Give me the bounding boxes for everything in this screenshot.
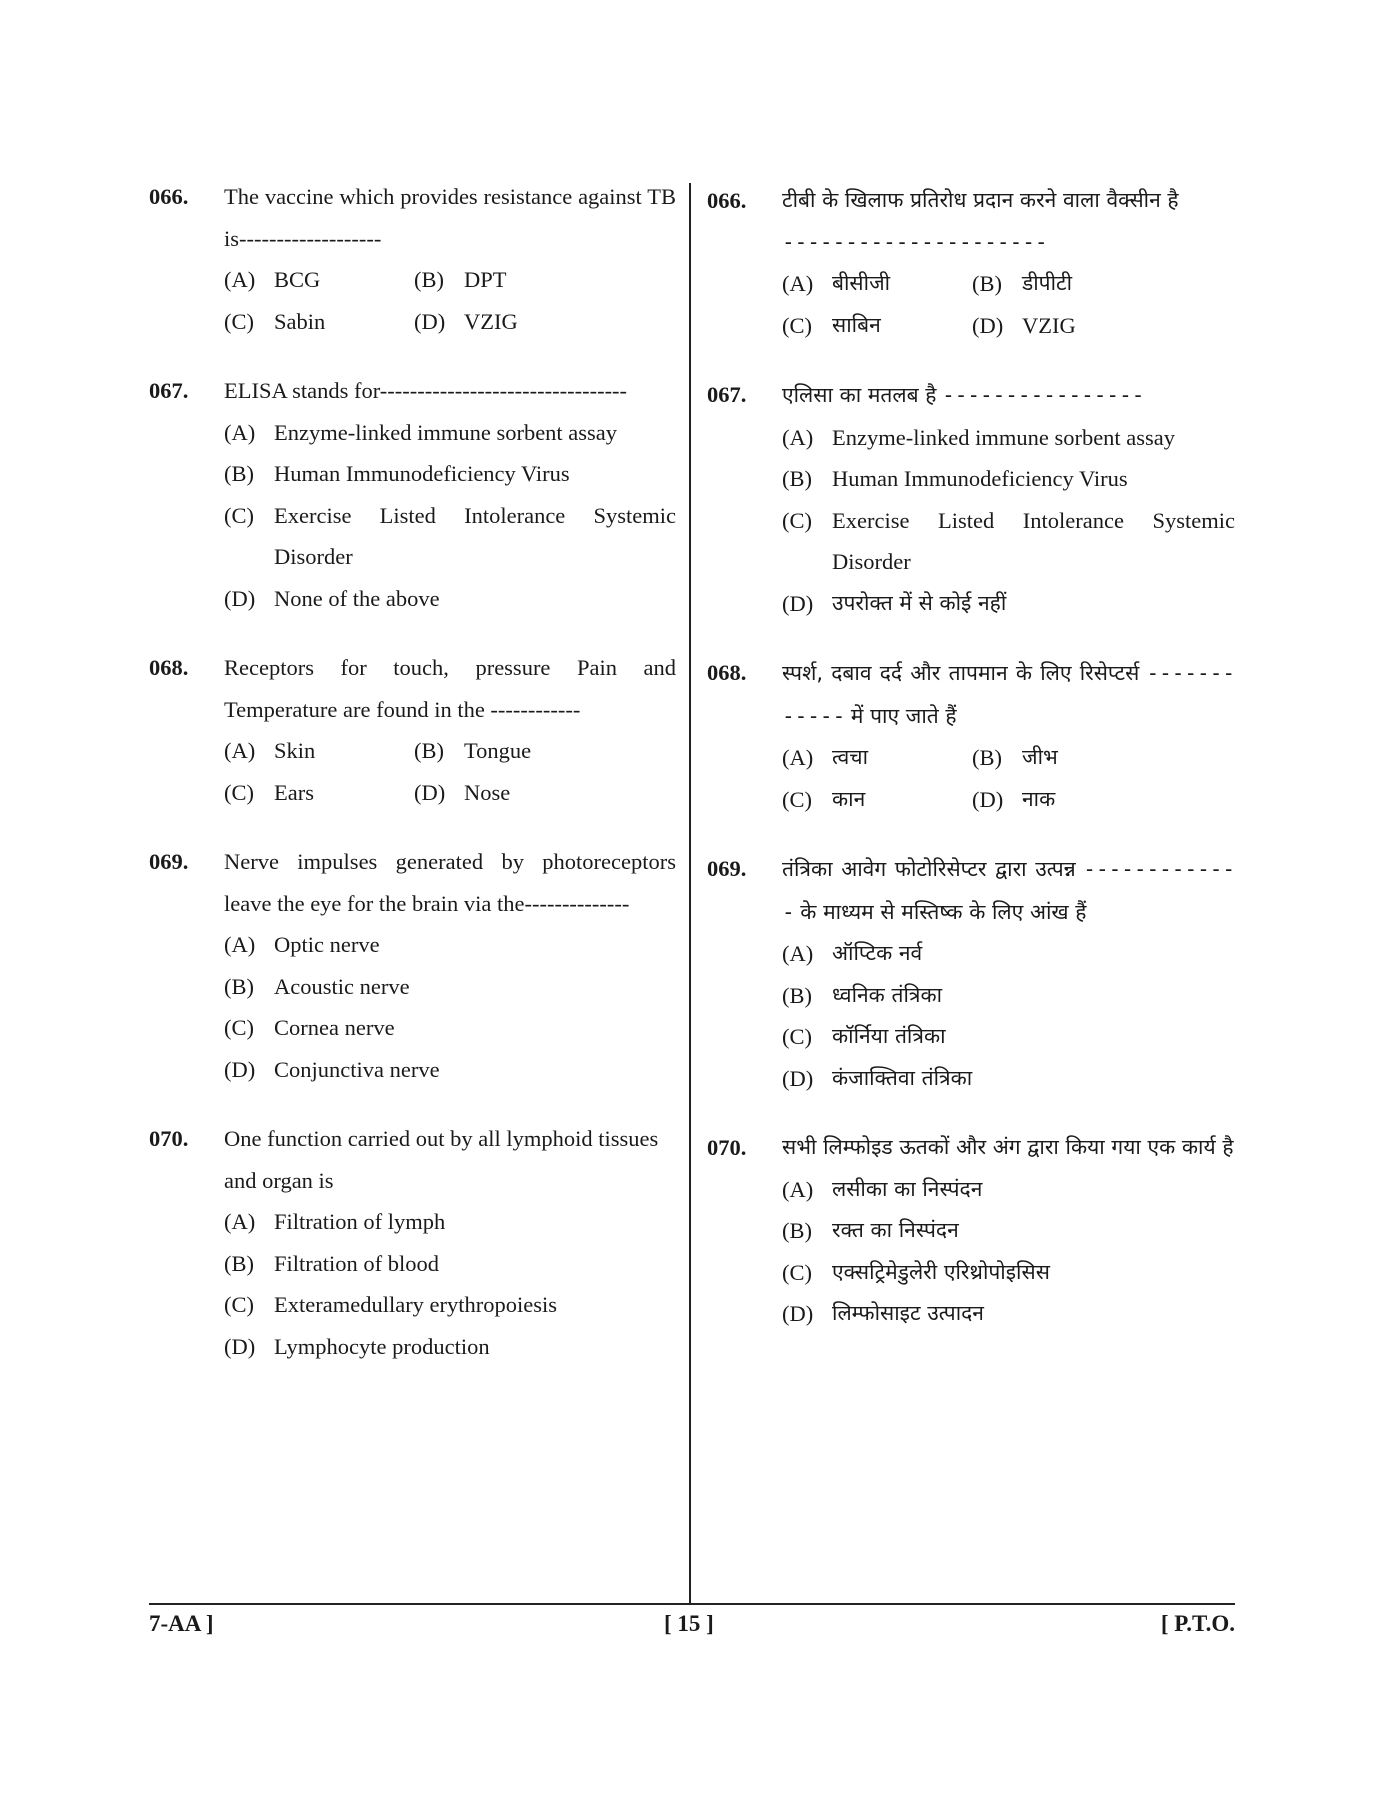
option-b: (B) ध्वनिक तंत्रिका — [782, 982, 943, 1008]
question-text: स्पर्श, दबाव दर्द और तापमान के लिए रिसेप्टर्स — [782, 661, 1140, 685]
question-number: 066. — [149, 184, 189, 209]
option-c: (C) Cornea nerve — [224, 1015, 395, 1040]
option-d: (D) Lymphocyte production — [224, 1333, 490, 1359]
option-d: (D) VZIG — [414, 308, 518, 334]
question-066-hi — [707, 180, 1235, 346]
answer-blank: ------------- — [782, 857, 1236, 924]
page-number: [ 15 ] — [664, 1611, 714, 1636]
option-a: (A) Filtration of lymph — [224, 1209, 446, 1234]
question-text: एलिसा का मतलब है — [782, 383, 937, 407]
footer-rule — [149, 1603, 1235, 1605]
option-b: (B) डीपीटी — [972, 271, 1073, 296]
question-068-hi — [707, 652, 1235, 820]
answer-blank: ------------ — [782, 661, 1235, 728]
hindi-column — [707, 180, 1235, 1335]
booklet-code: 7-AA ] — [149, 1611, 214, 1636]
question-text: Receptors for touch, pressure Pain and Temperature are found in the ------------ — [224, 655, 676, 722]
question-069-hi — [707, 848, 1235, 1099]
option-c: (C) एक्सट्रिमेडुलेरी एरिथ्रोपोइसिस — [782, 1259, 1050, 1285]
question-text: तंत्रिका आवेग फोटोरिसेप्टर द्वारा उत्पन्न — [782, 857, 1076, 881]
question-067-en — [149, 370, 676, 619]
option-a: (A) BCG — [224, 267, 321, 292]
option-c: (C) Sabin — [224, 308, 326, 334]
question-text-cont: के माध्यम से मस्तिष्क के लिए आंख हैं — [800, 899, 1087, 924]
question-067-hi — [707, 374, 1235, 624]
question-text: One function carried out by all lymphoid tissues and organ is — [224, 1126, 659, 1193]
option-a: (A) लसीका का निस्पंदन — [782, 1176, 983, 1202]
option-b: (B) DPT — [414, 267, 507, 292]
question-number: 066. — [707, 188, 747, 213]
question-number: 067. — [707, 382, 747, 407]
english-column — [149, 176, 676, 1367]
question-text: टीबी के खिलाफ प्रतिरोध प्रदान करने वाला वैक्सीन है — [782, 188, 1179, 212]
question-text: सभी लिम्फोइड ऊतकों और अंग द्वारा किया गया एक कार्य है — [782, 1135, 1234, 1159]
question-number: 067. — [149, 378, 189, 403]
question-070-hi — [707, 1127, 1235, 1335]
question-number: 070. — [149, 1126, 189, 1151]
option-d: (D) कंजाक्तिवा तंत्रिका — [782, 1065, 973, 1091]
option-d: (D) लिम्फोसाइट उत्पादन — [782, 1301, 984, 1326]
option-a: (A) Skin — [224, 738, 316, 763]
option-b: (B) Human Immunodeficiency Virus — [224, 461, 570, 486]
question-068-en — [149, 647, 676, 813]
option-d: (D) VZIG — [972, 312, 1076, 338]
option-c: (C) Exercise Listed Intolerance Systemic Disorder — [782, 507, 1235, 574]
option-b: (B) Tongue — [414, 738, 532, 763]
column-divider — [689, 183, 691, 1603]
question-066-en — [149, 176, 676, 342]
question-number: 069. — [149, 849, 189, 874]
option-c: (C) कान — [782, 786, 866, 812]
option-b: (B) Filtration of blood — [224, 1250, 439, 1276]
question-070-en — [149, 1118, 676, 1367]
option-d: (D) नाक — [972, 786, 1056, 812]
answer-blank: --------------------- — [782, 229, 1048, 254]
question-text-cont: में पाए जाते हैं — [850, 703, 957, 728]
option-a: (A) बीसीजी — [782, 271, 891, 296]
pto-label: [ P.T.O. — [1160, 1611, 1235, 1636]
option-b: (B) Acoustic nerve — [224, 973, 410, 999]
option-b: (B) जीभ — [972, 745, 1058, 770]
option-d: (D) None of the above — [224, 585, 440, 611]
option-a: (A) Enzyme-linked immune sorbent assay — [782, 424, 1176, 450]
option-b: (B) रक्त का निस्पंदन — [782, 1218, 959, 1243]
question-text: The vaccine which provides resistance against TB is------------------- — [224, 184, 676, 251]
question-069-en — [149, 841, 676, 1090]
option-d: (D) Conjunctiva nerve — [224, 1056, 440, 1082]
option-d: (D) उपरोक्त में से कोई नहीं — [782, 590, 1007, 616]
question-text: ELISA stands for--------------------------------- — [224, 378, 628, 403]
option-c: (C) कॉर्निया तंत्रिका — [782, 1024, 946, 1049]
question-number: 070. — [707, 1135, 747, 1160]
option-c: (C) Exercise Listed Intolerance Systemic Disorder — [224, 502, 676, 569]
option-c: (C) Exteramedullary erythropoiesis — [224, 1292, 558, 1317]
question-number: 068. — [149, 655, 189, 680]
question-text: Nerve impulses generated by photoreceptors leave the eye for the brain via the-------------- — [224, 849, 676, 916]
option-d: (D) Nose — [414, 779, 511, 805]
option-a: (A) Optic nerve — [224, 932, 380, 957]
option-a: (A) Enzyme-linked immune sorbent assay — [224, 419, 618, 445]
option-c: (C) साबिन — [782, 312, 881, 338]
question-number: 069. — [707, 856, 747, 881]
option-a: (A) ऑप्टिक नर्व — [782, 941, 923, 966]
option-a: (A) त्वचा — [782, 745, 869, 770]
question-number: 068. — [707, 660, 747, 685]
answer-blank: ---------------- — [942, 383, 1145, 407]
option-c: (C) Ears — [224, 779, 314, 805]
option-b: (B) Human Immunodeficiency Virus — [782, 466, 1128, 491]
